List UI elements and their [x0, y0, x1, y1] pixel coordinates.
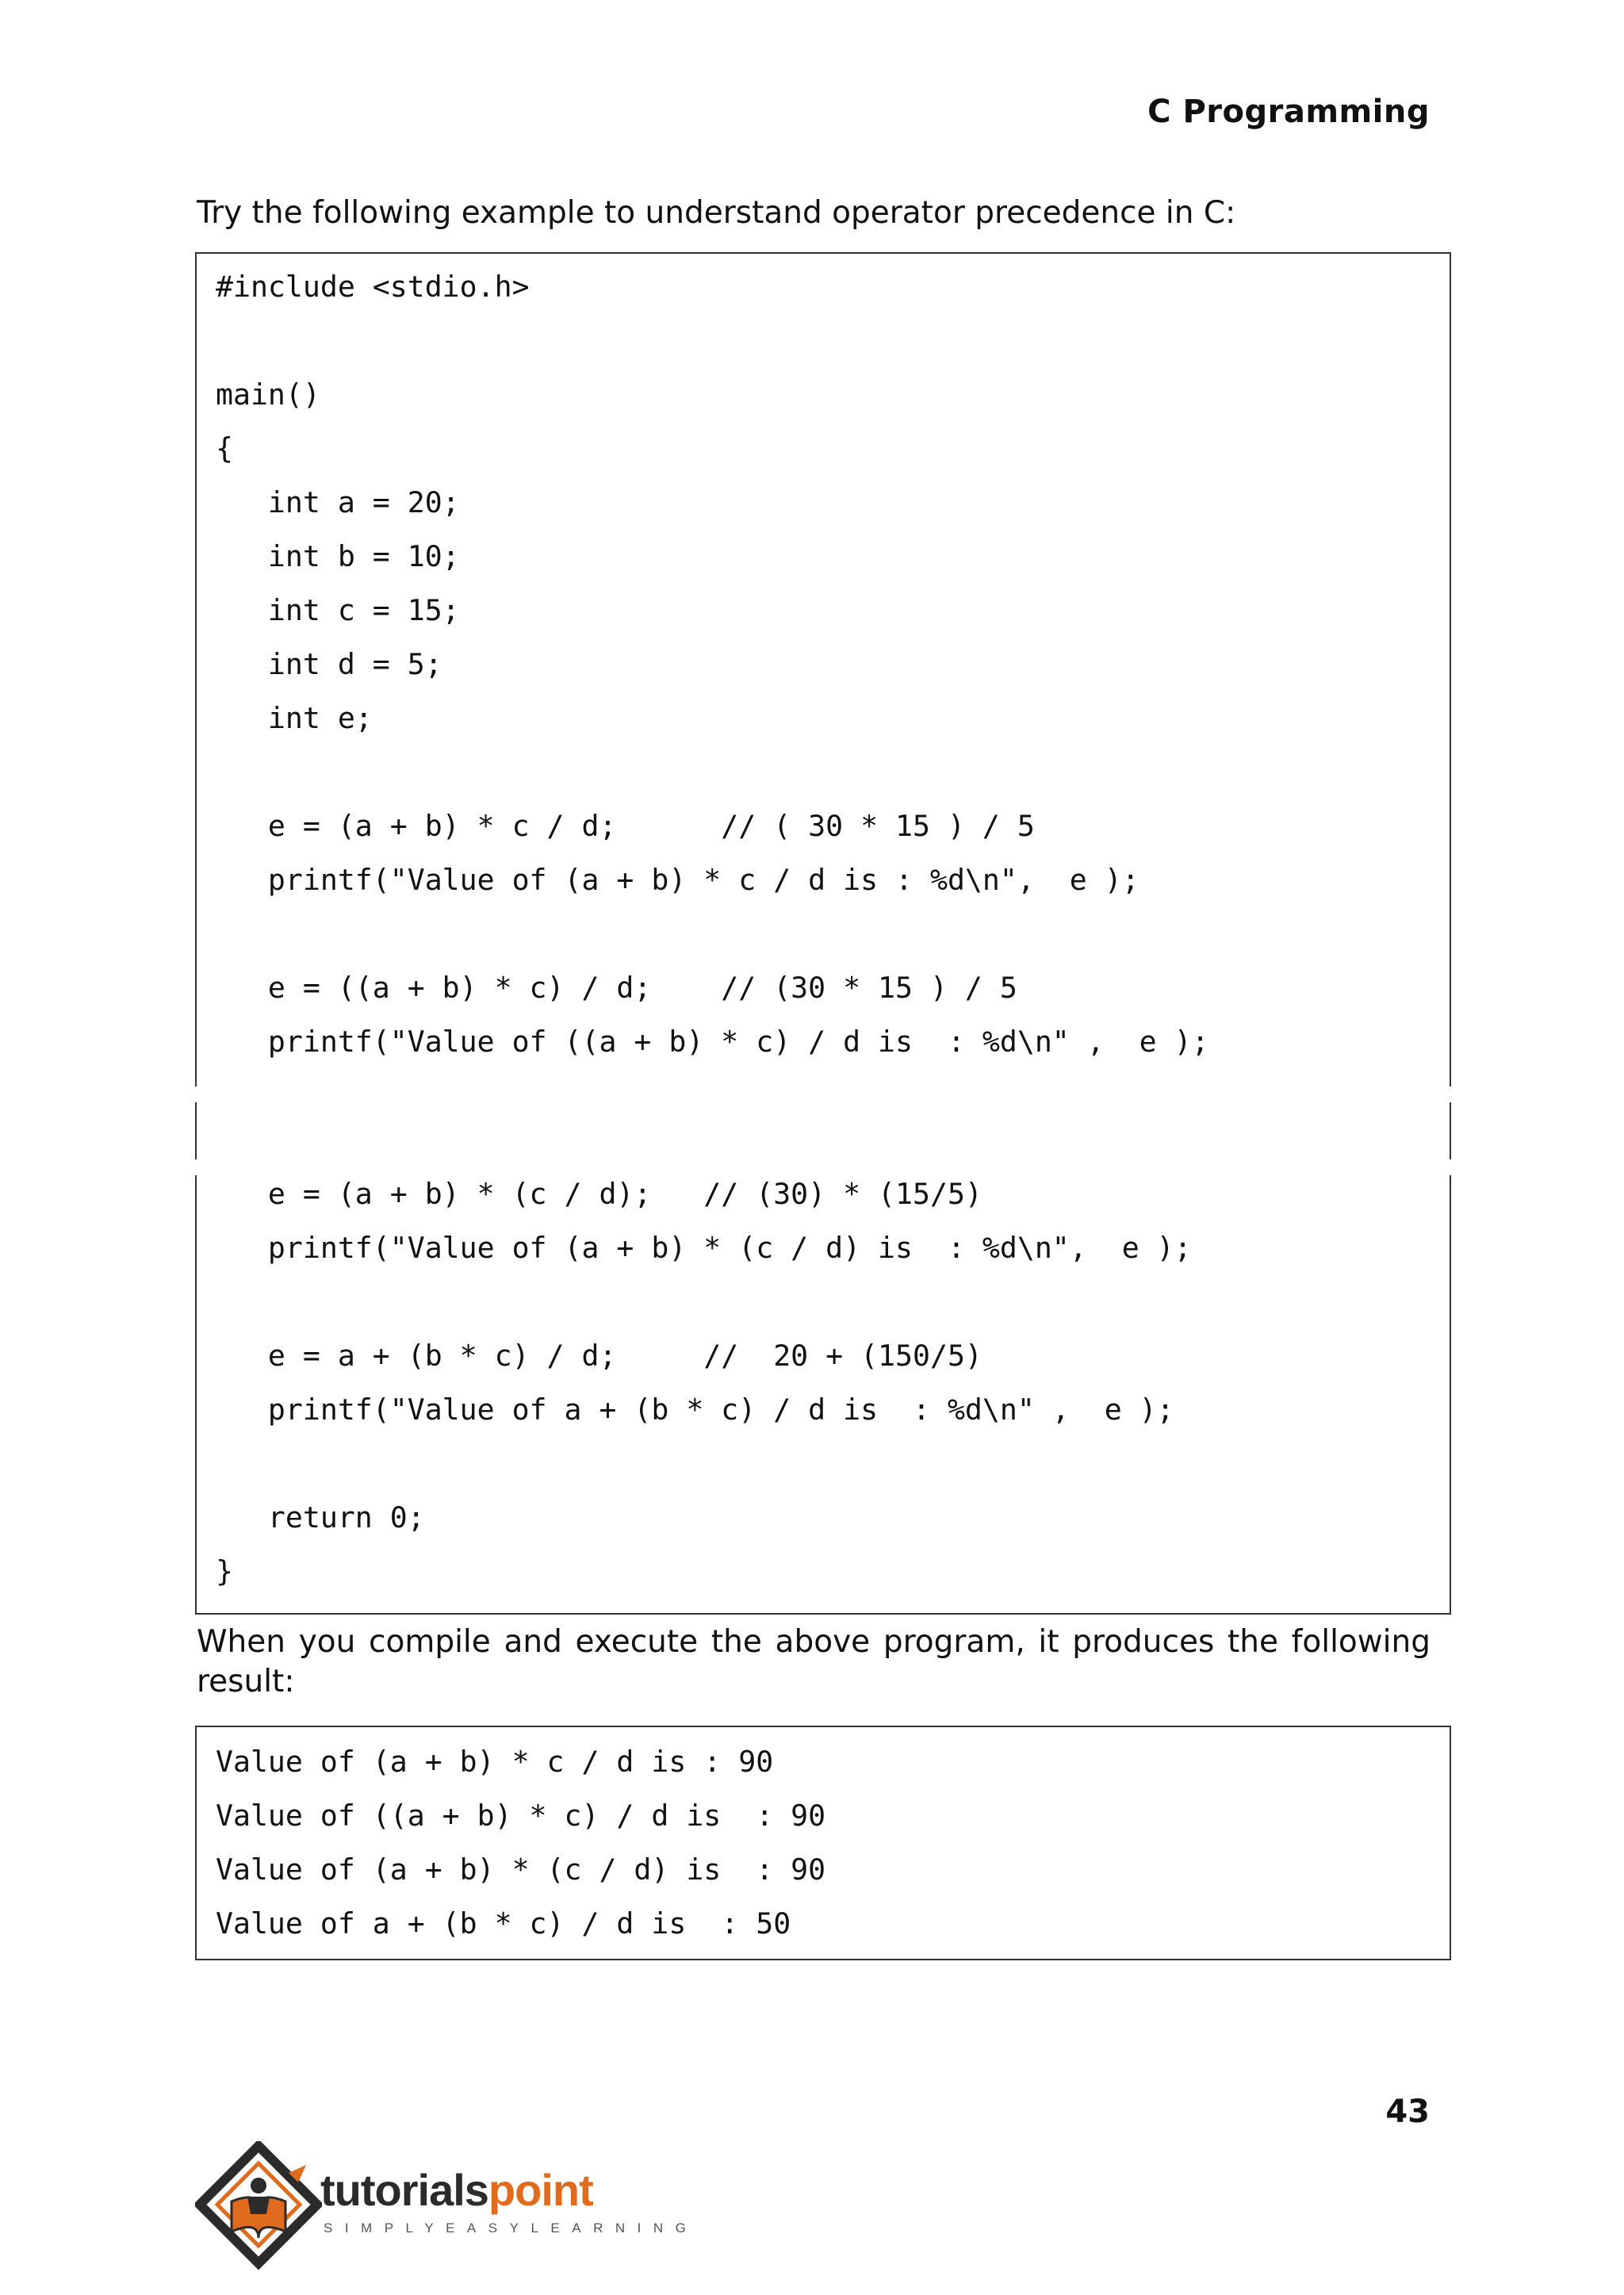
output-block: [195, 1726, 1451, 1960]
code-line: e = (a + b) * c / d; // ( 30 * 15 ) / 5: [216, 809, 1035, 843]
code-line: return 0;: [216, 1500, 425, 1534]
logo-wordmark-part-2: point: [488, 2165, 593, 2215]
code-line: printf("Value of a + (b * c) / d is : %d\n" , e );: [216, 1393, 1174, 1427]
code-line: printf("Value of (a + b) * c / d is : %d\n", e );: [216, 863, 1139, 897]
page-header-title: C Programming: [1147, 94, 1430, 130]
code-line: printf("Value of (a + b) * (c / d) is : %d\n", e );: [216, 1231, 1192, 1265]
code-line: int b = 10;: [216, 539, 460, 573]
code-line: e = a + (b * c) / d; // 20 + (150/5): [216, 1339, 982, 1373]
code-line: int c = 15;: [216, 593, 460, 627]
code-line: {: [216, 431, 233, 466]
tutorialspoint-logo: [195, 2141, 699, 2284]
code-line: int e;: [216, 701, 373, 735]
output-line: Value of a + (b * c) / d is : 50: [216, 1906, 791, 1941]
code-block-middle: [195, 1102, 1451, 1159]
code-line: e = (a + b) * (c / d); // (30) * (15/5): [216, 1177, 982, 1211]
logo-wordmark: [320, 2167, 593, 2214]
code-line: int a = 20;: [216, 485, 460, 519]
code-line: printf("Value of ((a + b) * c) / d is : %d\n" , e );: [216, 1025, 1209, 1059]
result-intro-line-2: result:: [197, 1664, 295, 1699]
logo-wordmark-part-1: tutorials: [320, 2165, 488, 2215]
output-line: Value of ((a + b) * c) / d is : 90: [216, 1799, 826, 1833]
code-line: int d = 5;: [216, 647, 442, 681]
logo-tagline: SIMPLYEASYLEARNING: [324, 2220, 699, 2236]
code-block-top: [195, 252, 1451, 1086]
logo-emblem-icon: [195, 2141, 322, 2284]
code-line: e = ((a + b) * c) / d; // (30 * 15 ) / 5: [216, 971, 1017, 1005]
intro-paragraph: Try the following example to understand operator precedence in C:: [197, 195, 1236, 231]
code-block-bottom: [195, 1175, 1451, 1615]
output-line: Value of (a + b) * (c / d) is : 90: [216, 1852, 826, 1887]
output-line: Value of (a + b) * c / d is : 90: [216, 1745, 774, 1779]
code-line: main(): [216, 377, 320, 412]
result-intro-line-1: When you compile and execute the above program, it produces the following: [197, 1624, 1431, 1660]
page-number: 43: [1385, 2094, 1430, 2130]
code-line: #include <stdio.h>: [216, 270, 530, 304]
code-line: }: [216, 1554, 233, 1588]
